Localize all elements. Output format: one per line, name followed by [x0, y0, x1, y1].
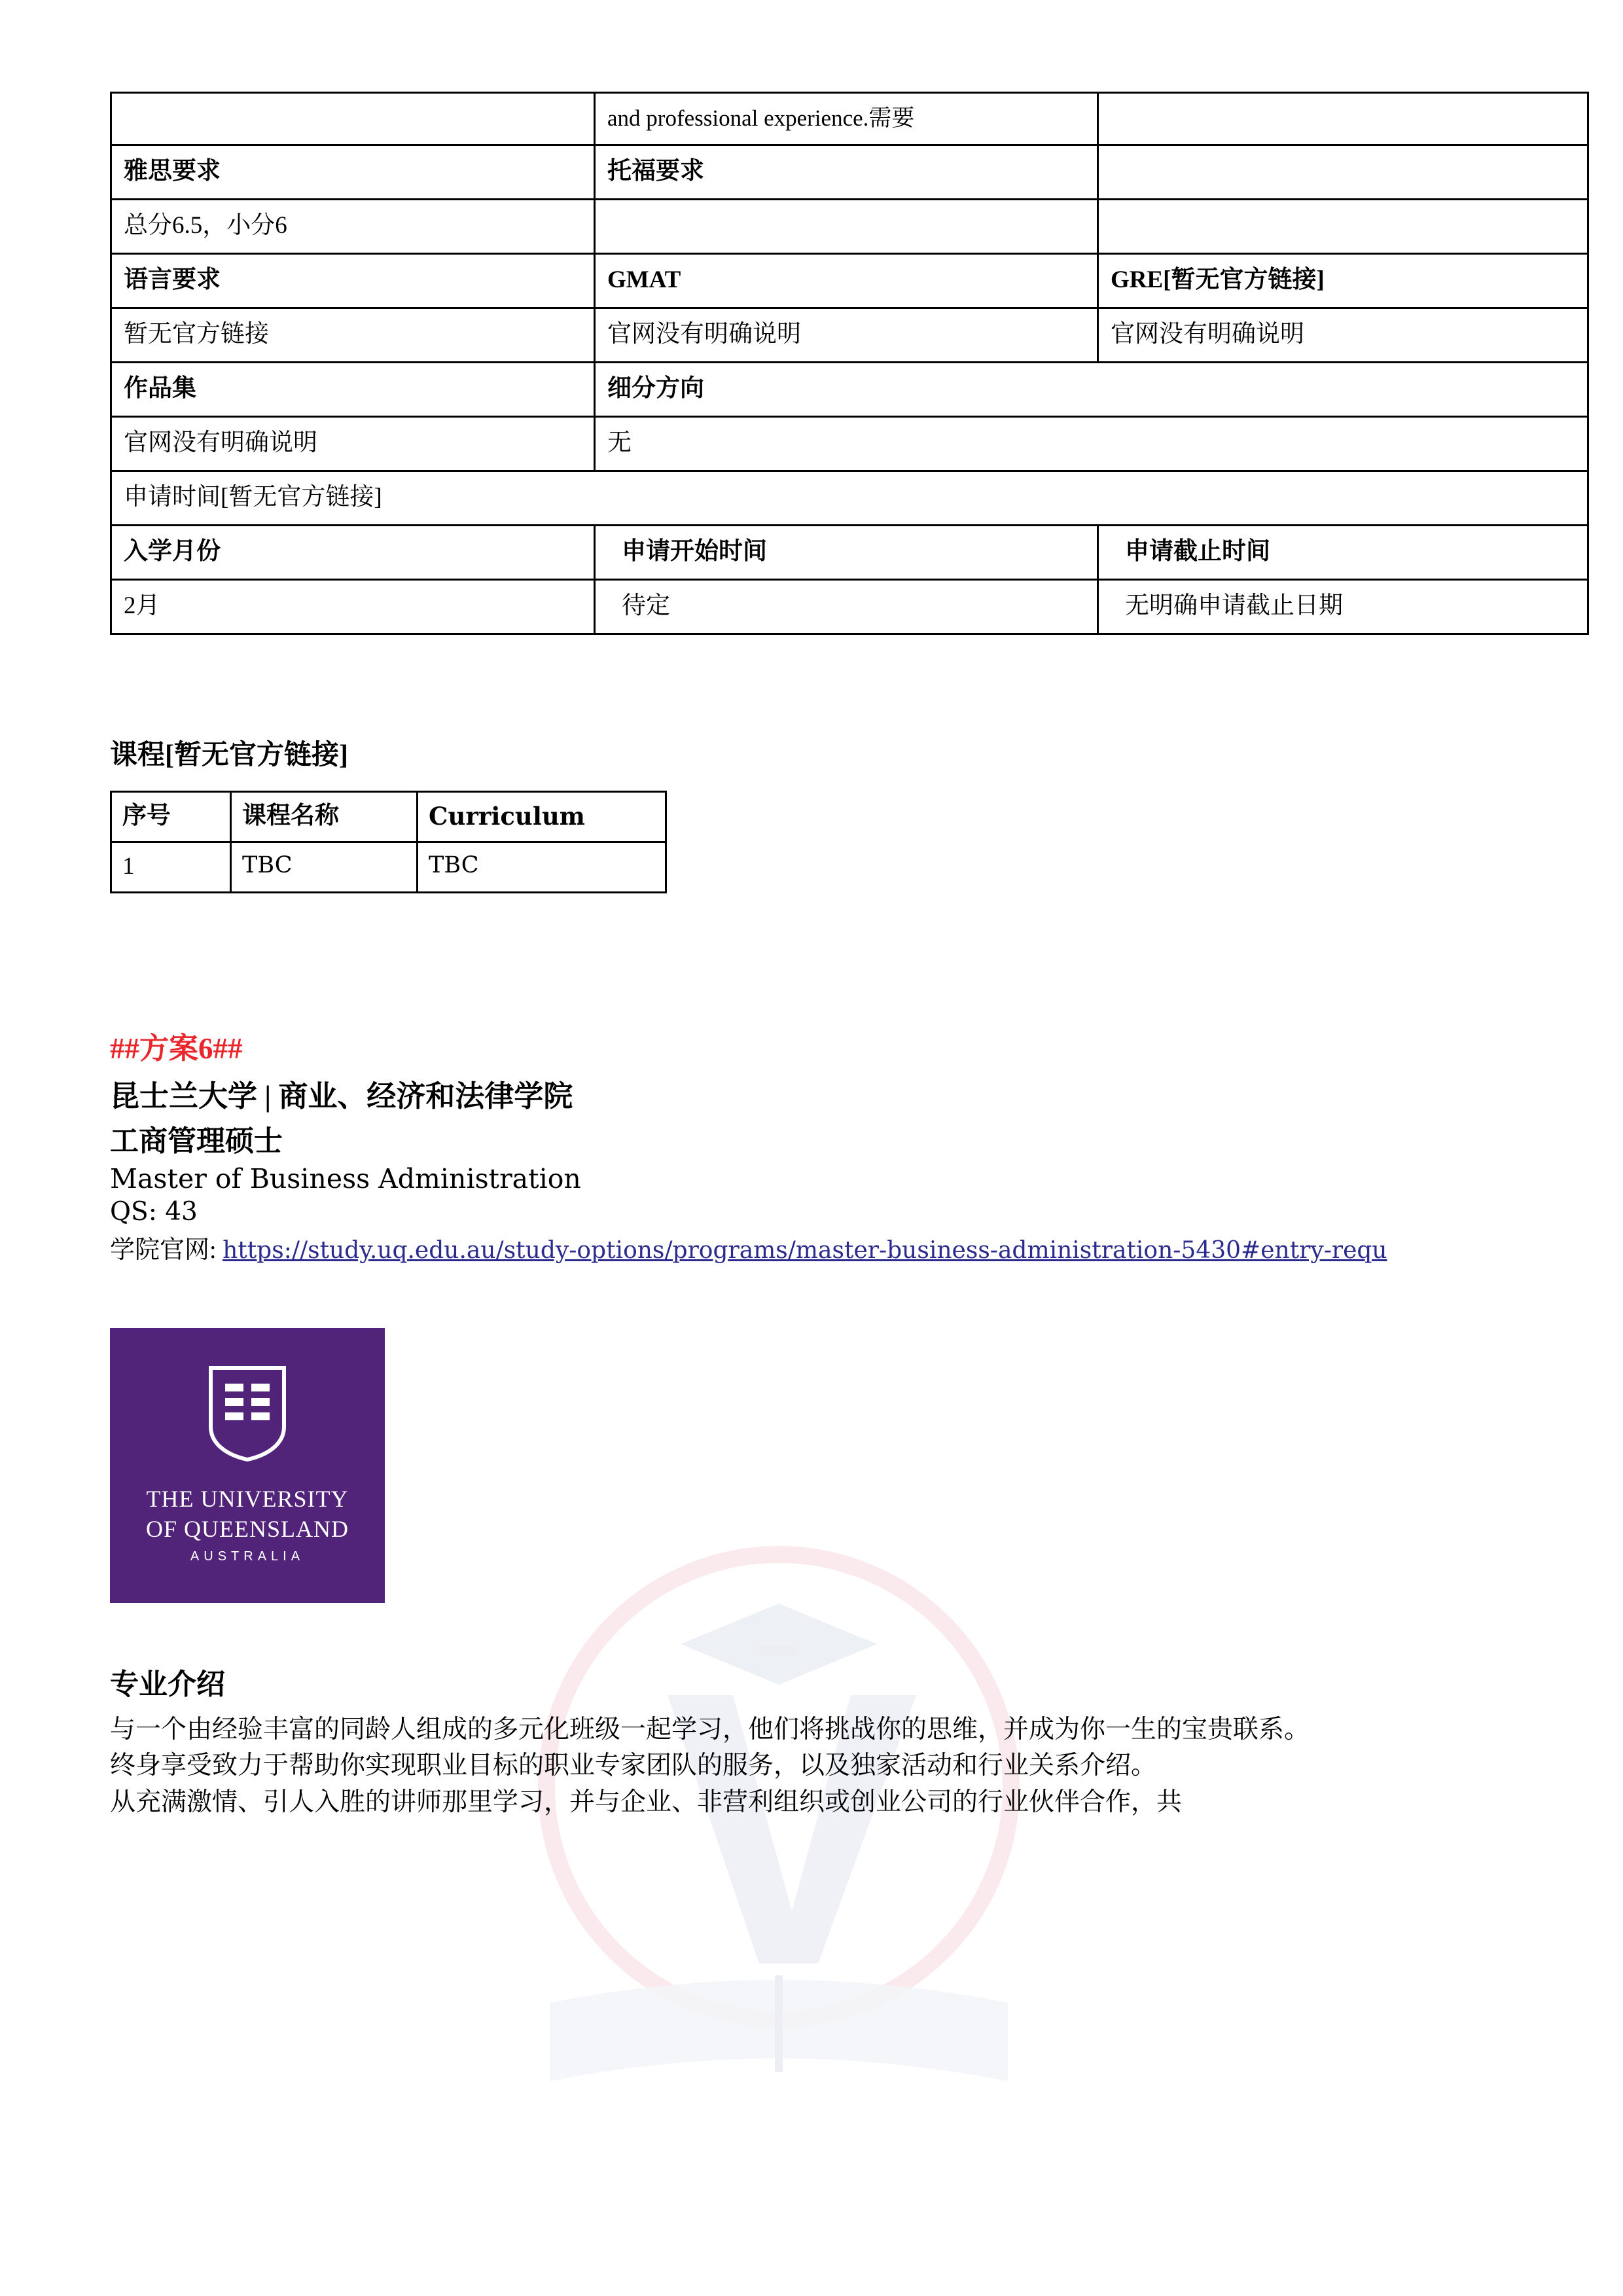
cell: 语言要求 [111, 254, 595, 308]
requirements-table [110, 92, 1589, 635]
cell: 2月 [111, 579, 595, 634]
cell: 入学月份 [111, 525, 595, 579]
cell: 官网没有明确说明 [111, 416, 595, 471]
table-row-header [111, 791, 666, 842]
cell [111, 93, 595, 145]
cell-index: 1 [111, 842, 231, 892]
logo-line-3: AUSTRALIA [190, 1549, 305, 1564]
official-website-line [110, 1229, 1517, 1265]
cell: 雅思要求 [111, 145, 595, 200]
intro-paragraph: 从充满激情、引人入胜的讲师那里学习，并与企业、非营利组织或创业公司的行业伙伴合作，共 [110, 1787, 1183, 1816]
cell [1098, 145, 1588, 200]
intro-title: 专业介绍 [110, 1668, 225, 1700]
cell: 暂无官方链接 [111, 308, 595, 363]
program-name-cn: 工商管理硕士 [110, 1124, 283, 1157]
column-header-curriculum: Curriculum [418, 791, 666, 842]
plan-tag: ##方案6## [110, 1031, 243, 1065]
logo-line-1: THE UNIVERSITY [146, 1485, 349, 1512]
table-row [111, 93, 1588, 145]
cell: 无 [595, 416, 1588, 471]
official-website-link[interactable]: https://study.uq.edu.au/study-options/programs/master-business-administration-5430#entry-requ [223, 1236, 1387, 1264]
table-row [111, 254, 1588, 308]
official-website-label: 学院官网: [110, 1236, 217, 1264]
table-row [111, 416, 1588, 471]
cell: 作品集 [111, 363, 595, 417]
course-section-title: 课程[暂无官方链接] [110, 740, 348, 770]
table-row [111, 145, 1588, 200]
program-name-en: Master of Business Administration [110, 1162, 581, 1194]
uq-crest-icon [205, 1364, 289, 1462]
cell: 细分方向 [595, 363, 1588, 417]
university-faculty-line: 昆士兰大学 | 商业、经济和法律学院 [110, 1079, 573, 1113]
column-header-course-name: 课程名称 [231, 791, 418, 842]
cell: 官网没有明确说明 [1098, 308, 1588, 363]
cell-course-name: TBC [231, 842, 418, 892]
document-content [110, 92, 1517, 1820]
table-row [111, 308, 1588, 363]
cell-curriculum: TBC [418, 842, 666, 892]
table-row [111, 200, 1588, 254]
spacer [110, 893, 1517, 1024]
cell: 无明确申请截止日期 [1098, 579, 1588, 634]
intro-paragraph: 与一个由经验丰富的同龄人组成的多元化班级一起学习，他们将挑战你的思维，并成为你一生的宝贵联系。 [110, 1715, 1310, 1744]
table-row-application-period [111, 471, 1588, 525]
cell [1098, 200, 1588, 254]
cell: 申请开始时间 [595, 525, 1098, 579]
cell: 申请时间[暂无官方链接] [111, 471, 1588, 525]
cell: 申请截止时间 [1098, 525, 1588, 579]
cell: and professional experience.需要 [595, 93, 1098, 145]
table-row-intake-header [111, 525, 1588, 579]
cell: 总分6.5，小分6 [111, 200, 595, 254]
course-table [110, 791, 667, 893]
university-logo [110, 1328, 385, 1603]
logo-line-2: OF QUEENSLAND [146, 1515, 349, 1542]
cell [595, 200, 1098, 254]
qs-ranking: QS: 43 [110, 1196, 198, 1227]
intro-paragraph: 终身享受致力于帮助你实现职业目标的职业专家团队的服务，以及独家活动和行业关系介绍。 [110, 1751, 1157, 1780]
cell: GMAT [595, 254, 1098, 308]
table-row [111, 842, 666, 892]
table-row [111, 363, 1588, 417]
cell: 待定 [595, 579, 1098, 634]
table-row-intake [111, 579, 1588, 634]
spacer [110, 635, 1517, 733]
column-header-index: 序号 [111, 791, 231, 842]
cell: GRE[暂无官方链接] [1098, 254, 1588, 308]
cell [1098, 93, 1588, 145]
cell: 官网没有明确说明 [595, 308, 1098, 363]
cell: 托福要求 [595, 145, 1098, 200]
